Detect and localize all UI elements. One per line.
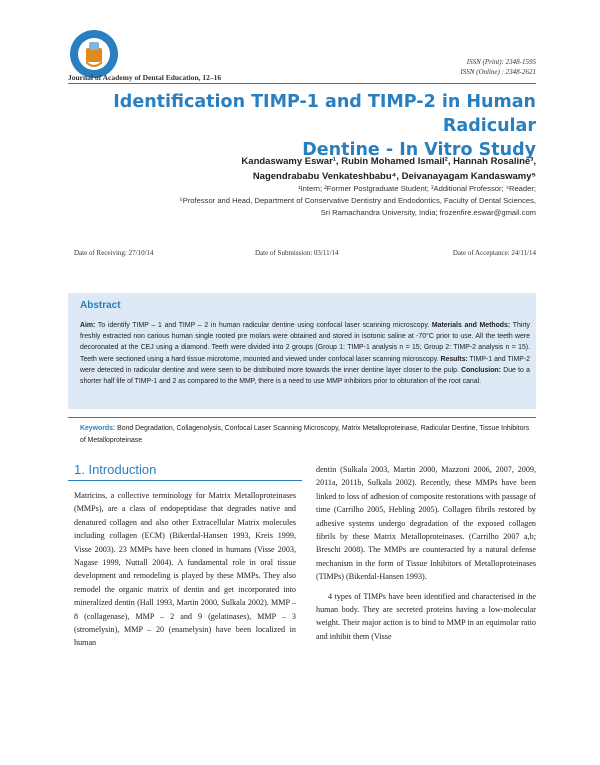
title-line-1: Identification TIMP-1 and TIMP-2 in Human Radicular [113,92,536,136]
abstract-text [80,320,530,387]
issn-block [460,57,536,77]
date-receiving: Date of Receiving: 27/10/14 [74,249,154,257]
aim-text: To identify TIMP – 1 and TIMP – 2 in human radicular dentine using confocal laser scanning microscopy. [95,322,432,329]
article-title [66,90,536,162]
issn-online: ISSN (Online) : 2348-2621 [460,68,536,76]
section-heading: 1. Introduction [74,462,157,477]
methods-text: Thirty freshly extracted non carious human single rooted pre molars were obtained and stored in isotonic saline at -70°C prior to use. All the teeth were decoronated at the CEJ using a diamond. Teeth were divided into 2 groups (Group 1: TIMP-1 analysis n = 15; Group 2: TIMP-2 analysis n = 15). Teeth were sectioned using a hard tissue microtome, mounted and viewed under confocal laser scanning microscopy. [80,322,530,363]
column-left [74,489,296,650]
paragraph: 4 types of TIMPs have been identified and characterised in the human body. They are secreted proteins having a low-molecular weight. Their major action is to bind to MMP in an equimolar ratio and inhibit them (Visse [316,591,536,641]
conclusion-text: Due to a shorter half life of TIMP-1 and 2 as compared to the MMP, there is a need to use MMP inhibitors prior to obturation of the root canal. [80,366,530,386]
keywords-label: Keywords: [80,425,116,432]
affiliation-line-1: ¹Intern; ²Former Postgraduate Student; ³Additional Professor; ⁴Reader; [298,184,536,193]
methods-label: Materials and Methods: [431,322,511,329]
author-list [241,154,536,184]
results-text: TIMP-1 and TIMP-2 were detected in radicular dentine and were seen to be distributed more towards the inner dentine layer closer to the pulp. [80,355,530,374]
journal-citation: Journal of Academy of Dental Education, 12–16 [68,73,222,82]
affiliation-line-2: ⁵Professor and Head, Department of Conservative Dentistry and Endodontics, Faculty of Dental Sciences, [179,196,536,205]
aim-label: Aim: [80,322,96,329]
paragraph: dentin (Sulkala 2003, Martin 2000, Mazzoni 2006, 2007, 2009, 2011a, 2011b, Sulkala 2002). Recently, these MMPs have been linked to loss of adhesion of composite restorations with passage of time (Carrilho 2005, Hebling 2005). Collagen fibrils restored by adhesive systems undergo degradation of the exposed collagen fibrils by these Matrix Metalloproteinases. (Carrilho 2007 a,b; Breschi 2008). The MMPs are counteracted by a natural defense mechanism in the form of Tissue Inhibitors of Metalloproteinases (TIMPs) (Bikerdal-Hansen 1993). [316,465,536,582]
results-label: Results: [440,355,468,363]
affiliation-line-3: Sri Ramachandra University, India; frozenfire.eswar@gmail.com [320,208,536,217]
header-rule [68,83,536,84]
paragraph: Matricins, a collective terminology for Matrix Metalloproteinases (MMPs), are a class of endopeptidase that degrades native and denatured collagen and also other Extracellular Matrix molecules including collagen (ECM) (Bikerdal-Hansen 1993, Kreis 1999, Visse 2003). 23 MMPs have been cloned in humans (Visse 2003, Nagase 1999, Nuttall 2004). A fundamental role in oral tissue development and remodeling is played by these MMPs. They also remodel the organic matrix of dentin and get incorporated into mineralized dentin (Hall 1993, Martin 2000, Sulkala 2002). MMP – 8 (collagenase), MMP – 2 and 9 (gelatinases), MMP – 3 (stromelysin), MMP – 20 (enamelysin) have been localized in human [74,491,296,648]
column-right [316,463,536,643]
date-submission: Date of Submission: 03/11/14 [255,249,339,257]
title-line-2: Dentine - In Vitro Study [302,140,536,160]
issn-print: ISSN (Print): 2348-1595 [466,58,536,66]
authors-line-2: Nagendrababu Venkateshbabu⁴, Deivanayagam Kandaswamy⁵ [252,171,536,182]
keywords-text: Bond Degradation, Collagenolysis, Confocal Laser Scanning Microscopy, Matrix Metalloproteinase, Radicular Dentine, Tissue Inhibitors of Metalloproteinase [80,425,530,444]
conclusion-label: Conclusion: [461,366,501,374]
keywords [80,423,530,447]
affiliations [180,183,536,219]
authors-line-1: Kandaswamy Eswar¹, Rubin Mohamed Ismail², Hannah Rosaline³, [241,156,536,167]
section-rule [68,480,302,481]
keywords-rule [68,417,536,418]
abstract-heading: Abstract [80,300,121,311]
date-acceptance: Date of Acceptance: 24/11/14 [452,249,536,257]
